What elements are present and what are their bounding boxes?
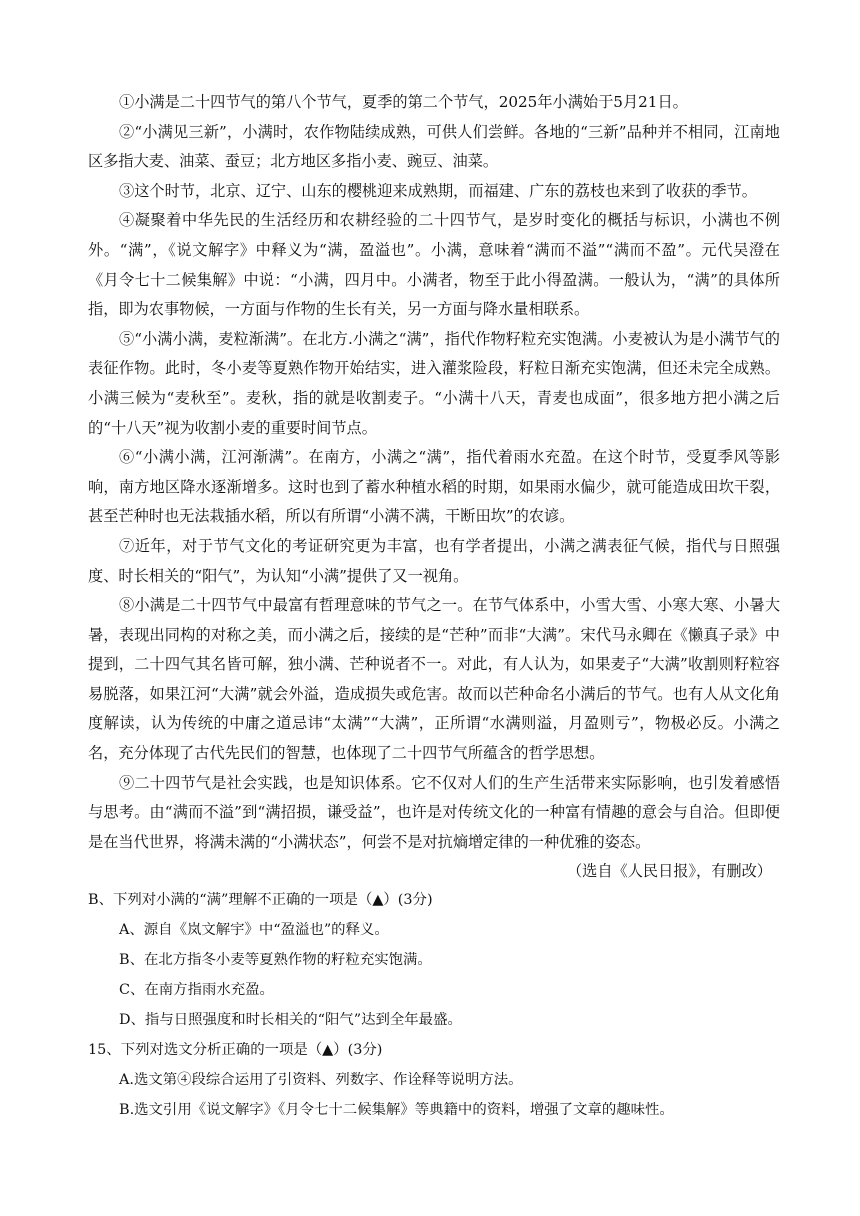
question-option-b: B、在北方指冬小麦等夏熟作物的籽粒充实饱满。 bbox=[119, 952, 432, 968]
question-option-a: A.选文第④段综合运用了引资料、列数字、作诠释等说明方法。 bbox=[119, 1072, 523, 1088]
passage-paragraph-3: ③这个时节，北京、辽宁、山东的樱桃迎来成熟期，而福建、广东的荔枝也来到了收获的季节。 bbox=[119, 181, 757, 200]
question-option-c: C、在南方指雨水充盈。 bbox=[119, 982, 274, 998]
passage-source: （选自《人民日报》，有删改） bbox=[566, 862, 772, 881]
passage-paragraph-9: ⑨二十四节气是社会实践，也是知识体系。它不仅对人们的生产生活带来实际影响，也引发着感悟与思考。由“满而不溢”到“满招损，谦受益”，也许是对传统文化的一种富有情趣的意会与自洽。但即便是在当代世界，将满未满的“小满状态”，何尝不是对抗熵增定律的一种优雅的姿态。 bbox=[88, 773, 780, 851]
question-stem: B、下列对小满的“满”理解不正确的一项是（▲）(3分) bbox=[88, 892, 433, 908]
question-15 bbox=[88, 1035, 788, 1125]
passage-paragraph-5: ⑤“小满小满，麦粒渐满”。在北方.小满之“满”，指代作物籽粒充实饱满。小麦被认为是小满节气的表征作物。此时，冬小麦等夏熟作物开始结实，进入灌浆险段，籽粒日渐充实饱满，但还未完全成熟。小满三候为“麦秋至”。麦秋，指的就是收割麦子。“小满十八天，青麦也成面”，很多地方把小满之后的“十八天”视为收割小麦的重要时间节点。 bbox=[88, 329, 780, 437]
question-option-b: B.选文引用《说文解字》《月令七十二候集解》等典籍中的资料，增强了文章的趣味性。 bbox=[119, 1102, 674, 1118]
passage-paragraph-7: ⑦近年，对于节气文化的考证研究更为丰富，也有学者提出，小满之满表征气候，指代与日照强度、时长相关的“阳气”，为认知“小满”提供了又一视角。 bbox=[88, 536, 780, 585]
passage-paragraph-2: ②“小满见三新”，小满时，农作物陆续成熟，可供人们尝鲜。各地的“三新”品种并不相同，江南地区多指大麦、油菜、蚕豆；北方地区多指小麦、豌豆、油菜。 bbox=[88, 122, 780, 171]
passage-paragraph-6: ⑥“小满小满，江河渐满”。在南方，小满之“满”，指代着雨水充盈。在这个时节，受夏季风等影响，南方地区降水逐渐增多。这时也到了蓄水种植水稻的时期，如果雨水偏少，就可能造成田坎干裂，甚至芒种时也无法栽插水稻，所以有所谓“小满不满，干断田坎”的农谚。 bbox=[88, 448, 780, 526]
question-section bbox=[88, 885, 788, 1125]
passage-paragraph-8: ⑧小满是二十四节气中最富有哲理意味的节气之一。在节气体系中，小雪大雪、小寒大寒、小暑大暑，表现出同构的对称之美，而小满之后，接续的是“芒种”而非“大满”。宋代马永卿在《懒真子录》中提到，二十四气其名皆可解，独小满、芒种说者不一。对此，有人认为，如果麦子“大满”收割则籽粒容易脱落，如果江河“大满”就会外溢，造成损失或危害。故而以芒种命名小满后的节气。也有人从文化角度解读，认为传统的中庸之道忌讳“太满”“大满”，正所谓“水满则溢，月盈则亏”，物极必反。小满之名，充分体现了古代先民们的智慧，也体现了二十四节气所蕴含的哲学思想。 bbox=[88, 596, 780, 763]
question-b bbox=[88, 885, 788, 1035]
passage-paragraph-1: ①小满是二十四节气的第八个节气，夏季的第二个节气，2025年小满始于5月21日。 bbox=[119, 93, 688, 111]
question-option-d: D、指与日照强度和时长相关的“阳气”达到全年最盛。 bbox=[119, 1012, 462, 1028]
reading-passage bbox=[88, 88, 780, 887]
question-stem: 15、下列对选文分析正确的一项是（▲）(3分) bbox=[88, 1042, 383, 1058]
passage-paragraph-4: ④凝聚着中华先民的生活经历和农耕经验的二十四节气，是岁时变化的概括与标识，小满也不例外。“满”，《说文解字》中释义为“满，盈溢也”。小满，意味着“满而不溢”“满而不盈”。元代吴澄在《月令七十二候集解》中说：“小满，四月中。小满者，物至于此小得盈满。一般认为，“满”的具体所指，即为农事物候，一方面与作物的生长有关，另一方面与降水量相联系。 bbox=[88, 211, 780, 319]
question-option-a: A、源自《岚文解宇》中“盈溢也”的释义。 bbox=[119, 922, 389, 938]
